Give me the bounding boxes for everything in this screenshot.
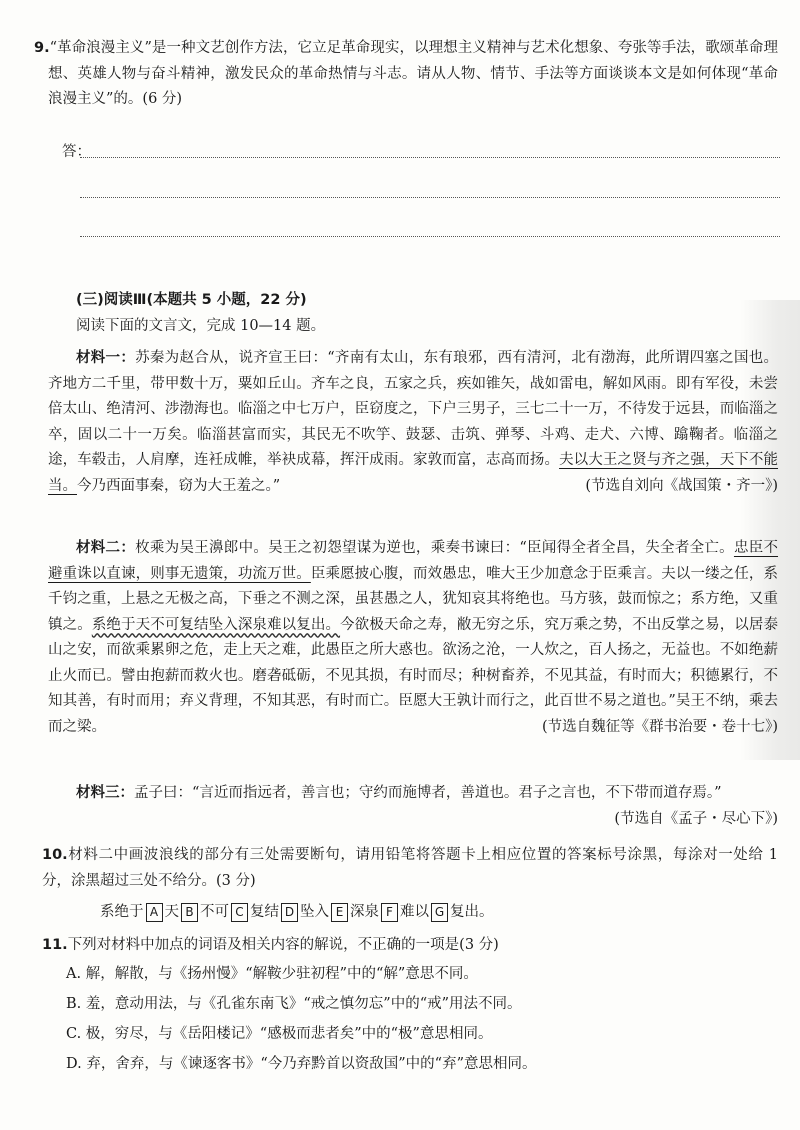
answer-box-d[interactable]: D (281, 903, 298, 922)
option-c[interactable]: C. 极，穷尽，与《岳阳楼记》“感极而悲者矣”中的“极”意思相同。 (66, 1025, 493, 1042)
segment: 复出。 (450, 904, 494, 920)
answer-label: 答： (62, 144, 91, 160)
section-3-header (76, 287, 778, 339)
material-text: 枚乘为吴王濞郎中。吴王之初怨望谋为逆也，乘奏书谏曰：“臣闻得全者全昌，失全者全亡。 (135, 540, 734, 556)
material-text-tail: 今乃西面事秦，窃为大王羞之。” (77, 477, 281, 494)
segment: 系绝于 (100, 904, 144, 920)
underlined-sentence: 忠臣不避重诛以直谏，则事无遗策，功流万世。 (48, 540, 779, 582)
question-text: 材料二中画波浪线的部分有三处需要断句，请用铅笔将答题卡上相应位置的答案标号涂黑，每涂对一处给 1 分，涂黑超过三处不给分。(3 分) (42, 847, 778, 889)
answer-line[interactable] (80, 157, 780, 158)
question-text: “革命浪漫主义”是一种文艺创作方法，它立足革命现实，以理想主义精神与艺术化想象、夸张等手法，歌颂革命理想、英雄人物与奋斗精神，激发民众的革命热情与斗志。请从人物、情节、手法等方面谈谈本文是如何体现“革命浪漫主义”的。(6 分) (48, 40, 778, 107)
answer-line[interactable] (80, 236, 780, 237)
material-label: 材料三： (76, 785, 134, 801)
source-citation: (节选自《孟子・尽心下》) (614, 810, 778, 827)
material-text: 今欲极天命之寿，敝无穷之乐，究万乘之势，不出反掌之易，以居泰山之安，而欲乘累卵之危，走上天之难，此愚臣之所大惑也。欲汤之沧，一人炊之，百人扬之，无益也。不如绝薪止火而已。譬由抱薪而救火也。磨砻砥砺，不见其损，有时而尽；种树畜养，不见其益，有时而大；积德累行，不知其善，有时而用；弃义背理，不知其恶，有时而亡。臣愿大王孰计而行之，此百世不易之道也。”吴王不纳，乘去而之梁。 (48, 616, 779, 735)
answer-box-row (100, 898, 778, 926)
question-9 (34, 36, 778, 113)
material-2 (48, 536, 778, 740)
segment: 难以 (400, 904, 429, 920)
section-title: (三)阅读Ⅲ(本题共 5 小题，22 分) (76, 292, 307, 308)
segment: 坠入 (300, 904, 329, 920)
material-3 (48, 781, 778, 832)
material-label: 材料二： (76, 540, 136, 556)
wavy-underlined-sentence: 系绝于天不可复结坠入深泉难以复出。 (91, 616, 341, 633)
source-citation: (节选自刘向《战国策・齐一》) (585, 478, 778, 494)
segment: 复结 (250, 904, 279, 920)
question-10 (42, 843, 778, 926)
underlined-sentence: 夫以大王之贤与齐之强，天下不能当。 (48, 452, 779, 494)
segment: 天 (164, 904, 179, 920)
material-label: 材料一： (76, 350, 136, 366)
question-number: 9. (34, 40, 50, 56)
answer-box-a[interactable]: A (146, 903, 163, 922)
question-11 (42, 933, 778, 1079)
answer-line[interactable] (80, 197, 780, 198)
answer-box-g[interactable]: G (431, 903, 448, 922)
material-1 (48, 346, 778, 499)
segment: 不可 (200, 904, 229, 920)
option-d[interactable]: D. 弃，舍弃，与《谏逐客书》“今乃弃黔首以资敌国”中的“弃”意思相同。 (66, 1055, 537, 1072)
segment: 深泉 (350, 904, 379, 920)
material-text: 苏秦为赵合从，说齐宣王曰：“齐南有太山，东有琅邪，西有清河，北有渤海，此所谓四塞之国也。齐地方二千里，带甲数十万，粟如丘山。齐车之良，五家之兵，疾如锥矢，战如雷电，解如风雨。即有军役，未尝倍太山、绝清河、涉渤海也。临淄之中七万户，臣窃度之，下户三男子，三七二十一万，不待发于远县，而临淄之卒，固以二十一万矣。临淄甚富而实，其民无不吹竽、鼓瑟、击筑、弹琴、斗鸡、走犬、六博、蹹鞠者。临淄之途，车毂击，人肩摩，连衽成帷，举袂成幕，挥汗成雨。家敦而富，志高而扬。 (48, 350, 778, 468)
answer-box-c[interactable]: C (231, 903, 248, 922)
material-text: 臣乘愿披心腹，而效愚忠，唯大王少加意念于臣乘言。夫以一缕之任，系千钧之重，上悬之无极之高，下垂之不测之深，虽甚愚之人，犹知哀其将绝也。马方骇，鼓而惊之；系方绝，又重镇之。 (48, 565, 779, 633)
section-instruction: 阅读下面的文言文，完成 10—14 题。 (76, 318, 326, 334)
option-a[interactable]: A. 解，解散，与《扬州慢》“解鞍少驻初程”中的“解”意思不同。 (66, 965, 478, 982)
question-text: 下列对材料中加点的词语及相关内容的解说，不正确的一项是(3 分) (67, 937, 499, 953)
answer-box-b[interactable]: B (181, 903, 198, 922)
question-number: 11. (42, 937, 68, 953)
option-b[interactable]: B. 羞，意动用法，与《孔雀东南飞》“戒之慎勿忘”中的“戒”用法不同。 (66, 995, 522, 1012)
answer-box-f[interactable]: F (381, 903, 398, 922)
source-citation: (节选自魏征等《群书治要・卷十七》) (541, 719, 778, 735)
material-text: 孟子曰：“言近而指远者，善言也；守约而施博者，善道也。君子之言也，不下带而道存焉。” (134, 785, 722, 801)
answer-box-e[interactable]: E (331, 903, 348, 922)
question-number: 10. (42, 847, 68, 863)
